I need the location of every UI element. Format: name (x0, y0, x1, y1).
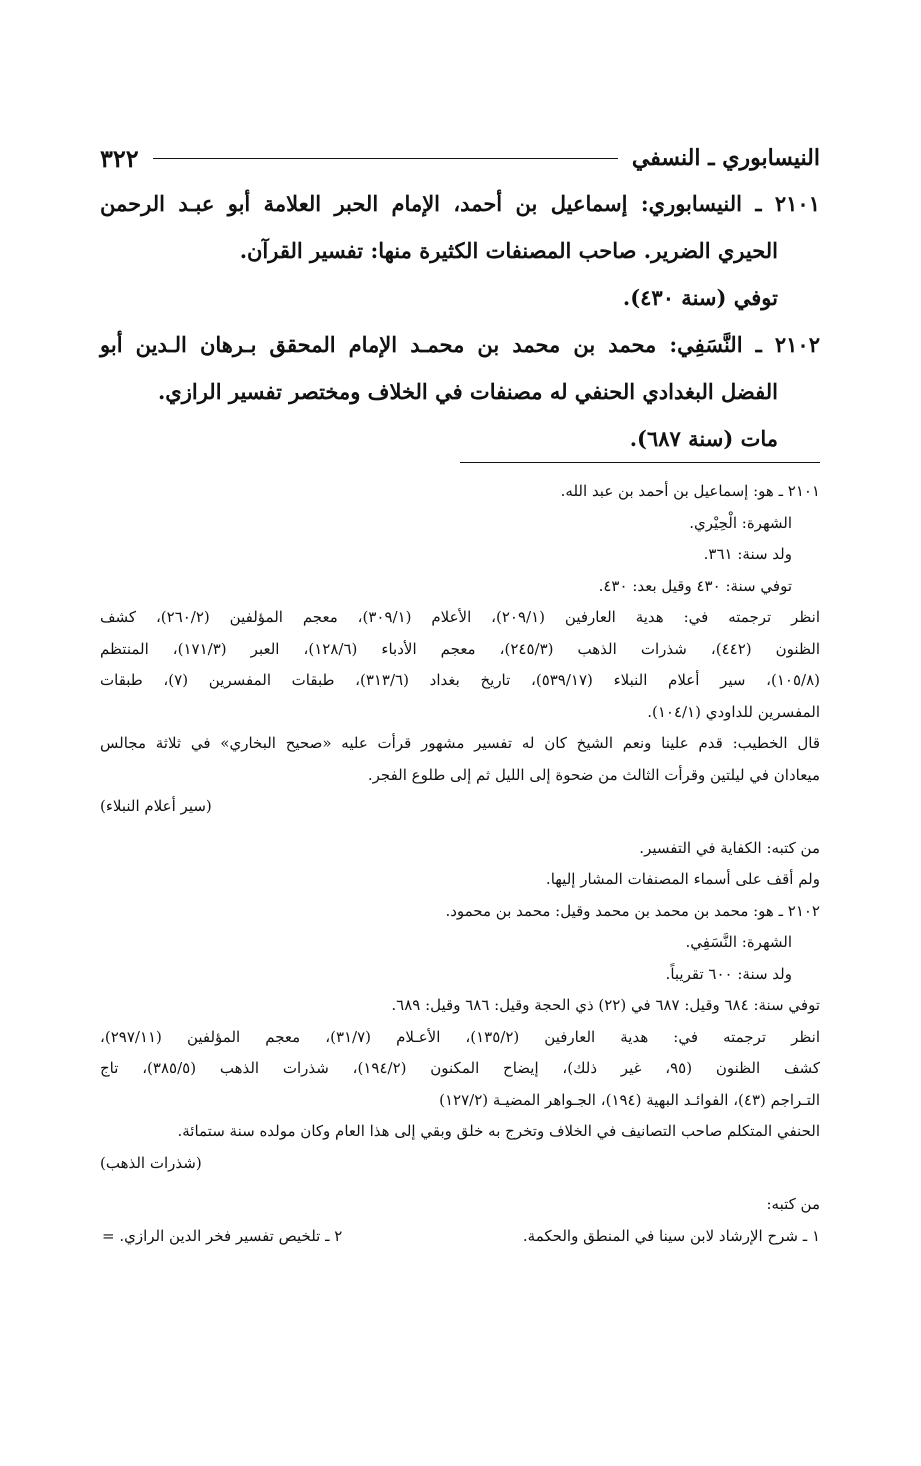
entry-line: توفي (سنة ٤٣٠). (622, 285, 778, 310)
main-text (100, 180, 820, 462)
entry-line: الفضل البغدادي الحنفي له مصنفات في الخلاف ومختصر تفسير الرازي. (158, 379, 778, 404)
note-line: انظر ترجمته في: هدية العارفين (١٣٥/٢)، الأعـلام (٣١/٧)، معجم المؤلفين (٢٩٧/١١)، (100, 1027, 820, 1046)
note-line: انظر ترجمته في: هدية العارفين (٢٠٩/١)، الأعلام (٣٠٩/١)، معجم المؤلفين (٢٦٠/٢)، كشف (100, 608, 820, 626)
header-rule (153, 158, 618, 159)
note-line: ولد سنة: ٣٦١. (703, 545, 792, 563)
note-line: توفي سنة: ٤٣٠ وقيل بعد: ٤٣٠. (598, 576, 792, 595)
entry-2102 (100, 321, 820, 462)
footnote-separator (460, 462, 820, 463)
note-line: الظنون (٤٤٢)، شذرات الذهب (٢٤٥/٣)، معجم الأدباء (١٢٨/٦)، العبر (١٧١/٣)، المنتظم (100, 639, 820, 658)
entry-line: الحيري الضرير. صاحب المصنفات الكثيرة منها: تفسير القرآن. (239, 238, 778, 263)
note-source: (شذرات الذهب) (100, 1153, 202, 1172)
note-line: ولد سنة: ٦٠٠ تقريباً. (665, 964, 792, 983)
book-item: ١ ـ شرح الإرشاد لابن سينا في المنطق والحكمة. (522, 1226, 820, 1245)
note-2101-heading: ٢١٠١ ـ هو: إسماعيل بن أحمد بن عبد الله. (560, 482, 820, 500)
note-line: التـراجم (٤٣)، الفوائـد البهية (١٩٤)، الجـواهر المضيـة (١٢٧/٢) (439, 1090, 820, 1109)
note-line: توفي سنة: ٦٨٤ وقيل: ٦٨٧ في (٢٢) ذي الحجة وقيل: ٦٨٦ وقيل: ٦٨٩. (391, 996, 820, 1014)
note-line: المفسرين للداودي (١٠٤/١). (647, 702, 820, 721)
entry-line: مات (سنة ٦٨٧). (629, 426, 778, 451)
header-title: النيسابوري ـ النسفي (631, 145, 820, 171)
entry-line: ٢١٠٢ ـ النَّسَفِي: محمد بن محمد بن محمـد الإمام المحقق بـرهان الـدين أبو (100, 332, 820, 357)
spacer (100, 1179, 820, 1189)
entry-line: ٢١٠١ ـ النيسابوري: إسماعيل بن أحمد، الإمام الحبر العلامة أبو عبـد الرحمن (100, 191, 820, 216)
note-source: (سير أعلام النبلاء) (100, 797, 212, 815)
spacer (100, 823, 820, 833)
footnotes (100, 476, 820, 1252)
book-item: ٢ ـ تلخيص تفسير فخر الدين الرازي. = (102, 1226, 343, 1245)
books-list (100, 1221, 820, 1253)
note-line: (١٠٥/٨)، سير أعلام النبلاء (٥٣٩/١٧)، تاريخ بغداد (٣١٣/٦)، طبقات المفسرين (٧)، طبقات (100, 671, 820, 689)
note-line: ميعادان في ليلتين وقرأت الثالث من ضحوة إلى الليل ثم إلى طلوع الفجر. (367, 765, 820, 784)
page-number: ٣٢٢ (100, 143, 139, 173)
note-line: ولم أقف على أسماء المصنفات المشار إليها. (545, 870, 820, 888)
running-header (100, 140, 820, 176)
note-line: الحنفي المتكلم صاحب التصانيف في الخلاف وتخرج به خلق وبقي إلى هذا العام وكان مولده سنة ستمائة. (177, 1122, 820, 1140)
note-line: من كتبه: الكفاية في التفسير. (639, 838, 820, 857)
note-line: قال الخطيب: قدم علينا ونعم الشيخ كان له تفسير مشهور قرأت عليه «صحيح البخاري» في ثلاثة مجالس (100, 734, 820, 752)
note-2102-heading: ٢١٠٢ ـ هو: محمد بن محمد بن محمد وقيل: محمد بن محمود. (445, 901, 820, 920)
entry-2101 (100, 180, 820, 321)
note-line: من كتبه: (766, 1195, 820, 1213)
note-line: الشهرة: النَّسَفِي. (685, 933, 792, 951)
note-line: كشف الظنون (٩٥، غير ذلك)، إيضاح المكنون (١٩٤/٢)، شذرات الذهب (٣٨٥/٥)، تاج (100, 1059, 821, 1077)
note-line: الشهرة: الْحِيْري. (689, 513, 792, 532)
